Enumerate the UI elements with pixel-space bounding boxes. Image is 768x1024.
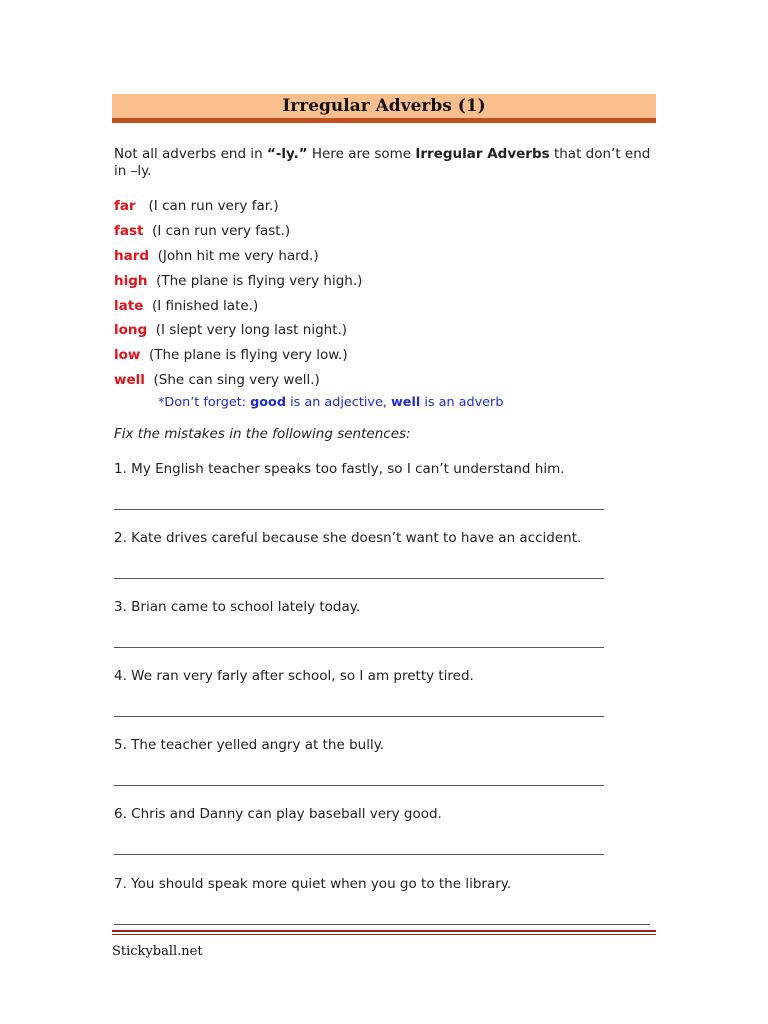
intro-paragraph (114, 146, 654, 180)
answer-line[interactable] (114, 509, 604, 510)
adverb-example: (John hit me very hard.) (157, 248, 319, 264)
adverb-word: late (114, 298, 144, 314)
adverb-word: low (114, 347, 141, 363)
intro-text-3: that don’t end in –ly. (114, 146, 651, 179)
answer-line[interactable] (114, 924, 650, 925)
intro-emphasis-ly: “-ly.” (266, 146, 308, 162)
adverb-word: hard (114, 248, 150, 264)
reminder-text-1: *Don’t forget: (158, 395, 251, 410)
adverb-row (114, 371, 320, 389)
adverb-row (114, 197, 279, 215)
adverb-row (114, 321, 347, 339)
adverb-example: (I finished late.) (151, 298, 259, 314)
adverb-example: (The plane is flying very low.) (148, 347, 348, 363)
exercise-sentence: 6. Chris and Danny can play baseball very good. (114, 806, 442, 822)
adverb-row (114, 346, 348, 364)
exercise-sentence: 7. You should speak more quiet when you go to the library. (114, 876, 512, 892)
adverb-word: far (114, 198, 136, 214)
adverb-word: fast (114, 223, 144, 239)
adverb-row (114, 272, 362, 290)
adverb-row (114, 297, 258, 315)
answer-line[interactable] (114, 854, 604, 855)
adverb-row (114, 222, 290, 240)
adverb-example: (I can run very far.) (148, 198, 279, 214)
worksheet-title: Irregular Adverbs (1) (112, 94, 656, 123)
answer-line[interactable] (114, 785, 604, 786)
exercise-sentence: 1. My English teacher speaks too fastly, so I can’t understand him. (114, 461, 565, 477)
reminder-text-3: is an adverb (420, 395, 504, 410)
exercise-instruction: Fix the mistakes in the following sentences: (114, 426, 411, 442)
exercise-sentence: 5. The teacher yelled angry at the bully. (114, 737, 385, 753)
adverb-word: long (114, 322, 148, 338)
reminder-word-good: good (250, 395, 287, 410)
footer-rule-thin (112, 934, 656, 935)
adverb-example: (The plane is flying very high.) (156, 273, 363, 289)
answer-line[interactable] (114, 647, 604, 648)
intro-text-1: Not all adverbs end in (114, 146, 267, 162)
exercise-sentence: 3. Brian came to school lately today. (114, 599, 361, 615)
reminder-word-well: well (390, 395, 421, 410)
intro-emphasis-irregular: Irregular Adverbs (415, 146, 550, 162)
exercise-sentence: 2. Kate drives careful because she doesn’t want to have an accident. (114, 530, 582, 546)
answer-line[interactable] (114, 578, 604, 579)
intro-text-2: Here are some (307, 146, 416, 162)
footer-rule (112, 930, 656, 932)
reminder-text-2: is an adjective, (286, 395, 391, 410)
adverb-example: (She can sing very well.) (153, 372, 320, 388)
answer-line[interactable] (114, 716, 604, 717)
adverb-word: high (114, 273, 148, 289)
adverb-word: well (114, 372, 145, 388)
adverb-example: (I slept very long last night.) (155, 322, 348, 338)
reminder-note (158, 395, 503, 410)
adverb-row (114, 247, 319, 265)
exercise-sentence: 4. We ran very farly after school, so I am pretty tired. (114, 668, 474, 684)
adverb-example: (I can run very fast.) (152, 223, 291, 239)
footer-source: Stickyball.net (112, 944, 203, 959)
